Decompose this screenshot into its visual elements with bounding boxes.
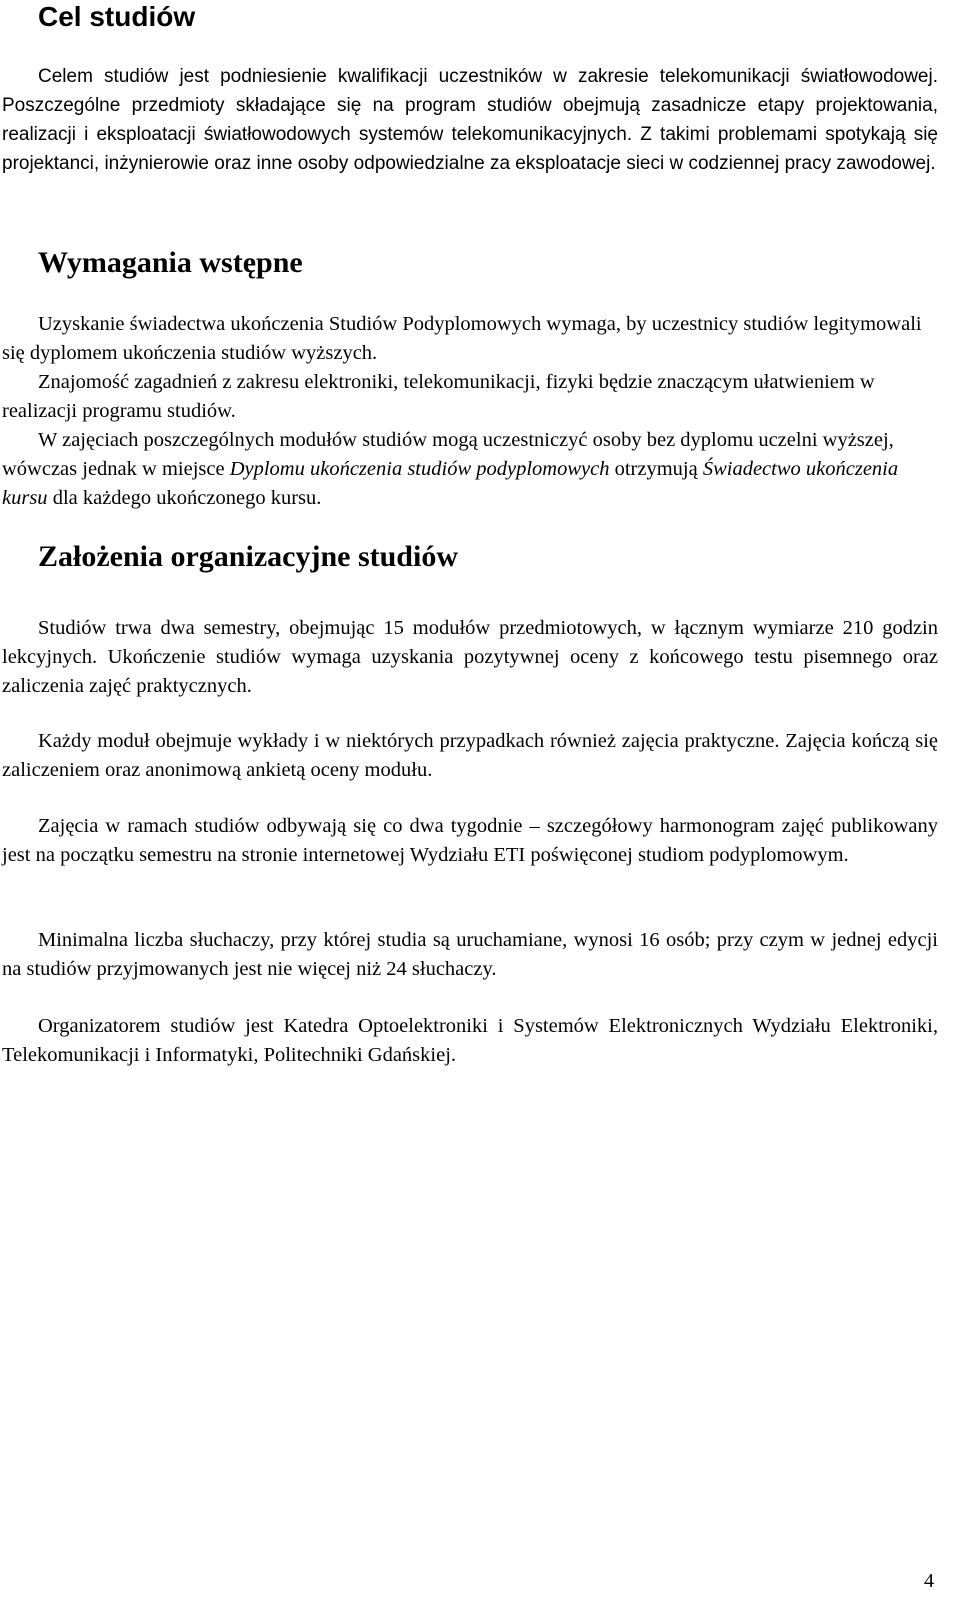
section-body-wymagania: [2, 310, 938, 513]
paragraph-wymagania-2: Znajomość zagadnień z zakresu elektroniki, telekomunikacji, fizyki będzie znaczącym ułatwieniem w realizacji programu studiów.: [2, 371, 875, 422]
paragraph-zalozenia-5: Organizatorem studiów jest Katedra Optoelektroniki i Systemów Elektronicznych Wydziału Elektroniki, Telekomunikacji i Informatyki, Politechniki Gdańskiej.: [2, 1015, 938, 1066]
text-run: dla każdego ukończonego kursu.: [47, 487, 322, 509]
text-run: otrzymują: [609, 458, 703, 480]
paragraph-zalozenia-4: Minimalna liczba słuchaczy, przy której studia są uruchamiane, wynosi 16 osób; przy czym w jednej edycji na studiów przyjmowanych jest nie więcej niż 24 słuchaczy.: [2, 929, 938, 980]
paragraph-zalozenia-1: Studiów trwa dwa semestry, obejmując 15 modułów przedmiotowych, w łącznym wymiarze 210 godzin lekcyjnych. Ukończenie studiów wymaga uzyskania pozytywnej oceny z końcowego testu pisemnego oraz zaliczenia zajęć praktycznych.: [2, 617, 938, 697]
section-title-zalozenia: Założenia organizacyjne studiów: [38, 540, 458, 573]
section-title-cel-studiow: Cel studiów: [38, 1, 196, 32]
page-number: 4: [924, 1570, 934, 1592]
paragraph-zalozenia-3: Zajęcia w ramach studiów odbywają się co dwa tygodnie – szczegółowy harmonogram zajęć publikowany jest na początku semestru na stronie internetowej Wydziału ETI poświęconej studiom podyplomowym.: [2, 815, 938, 866]
paragraph-zalozenia-2: Każdy moduł obejmuje wykłady i w niektórych przypadkach również zajęcia praktyczne. Zajęcia kończą się zaliczeniem oraz anonimową ankietą oceny modułu.: [2, 730, 938, 781]
italic-text-swiadectwo: Świadectwo ukończenia kursu: [2, 458, 899, 509]
italic-text-dyplom: Dyplomu ukończenia studiów podyplomowych: [229, 458, 610, 480]
paragraph-wymagania-1: Uzyskanie świadectwa ukończenia Studiów Podyplomowych wymaga, by uczestnicy studiów legitymowali się dyplomem ukończenia studiów wyższych.: [2, 313, 922, 364]
paragraph-cel-studiow: Celem studiów jest podniesienie kwalifikacji uczestników w zakresie telekomunikacji światłowodowej. Poszczególne przedmioty składające się na program studiów obejmują zasadnicze etapy projektowania, realizacji i eksploatacji światłowodowych systemów telekomunikacyjnych. Z takimi problemami spotykają się projektanci, inżynierowie oraz inne osoby odpowiedzialne za eksploatacje sieci w codziennej pracy zawodowej.: [2, 66, 938, 174]
paragraph-wymagania-3: [2, 426, 938, 513]
text-run: W zajęciach poszczególnych modułów studiów mogą uczestniczyć osoby bez dyplomu uczelni wyższej, wówczas jednak w miejsce: [2, 429, 894, 480]
section-title-wymagania: Wymagania wstępne: [38, 246, 303, 279]
